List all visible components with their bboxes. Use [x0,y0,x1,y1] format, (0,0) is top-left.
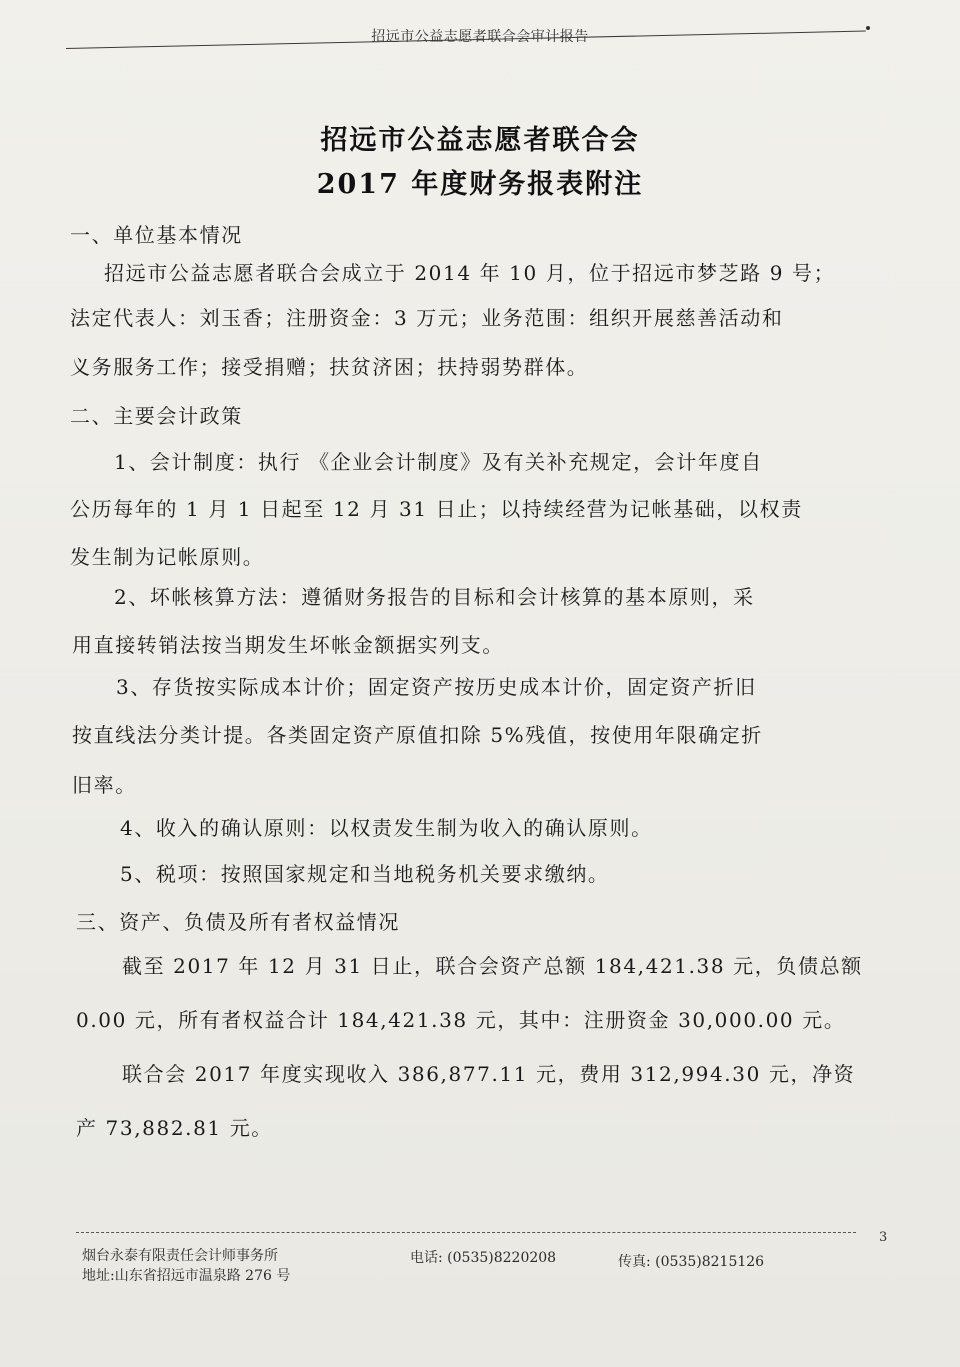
section-1-line-3: 义务服务工作；接受捐赠；扶贫济困；扶持弱势群体。 [70,355,589,379]
footer-rule [76,1232,856,1233]
section-3-line-2: 0.00 元，所有者权益合计 184,421.38 元，其中：注册资金 30,000.00 元。 [76,1008,846,1032]
page-number: 3 [879,1230,888,1245]
section-2-line-7: 按直线法分类计提。各类固定资产原值扣除 5%残值，按使用年限确定折 [72,723,763,747]
header-mark [866,26,870,30]
section-1-heading: 一、单位基本情况 [70,223,243,247]
section-3-line-4: 产 73,882.81 元。 [76,1116,273,1140]
section-3-line-3: 联合会 2017 年度实现收入 386,877.11 元，费用 312,994.30 元，净资 [122,1062,856,1086]
section-3-line-1: 截至 2017 年 12 月 31 日止，联合会资产总额 184,421.38 元，负债总额 [122,954,863,978]
section-2-line-10: 5、税项：按照国家规定和当地税务机关要求缴纳。 [120,862,610,886]
section-2-line-6: 3、存货按实际成本计价；固定资产按历史成本计价，固定资产折旧 [116,675,757,699]
document-title-line-2: 2017 年度财务报表附注 [316,169,644,200]
section-2-line-2: 公历每年的 1 月 1 日起至 12 月 31 日止；以持续经营为记帐基础，以权责 [70,497,803,521]
footer-firm-name: 烟台永泰有限责任会计师事务所 [82,1248,278,1264]
footer-phone: 电话: (0535)8220208 [410,1250,557,1266]
section-2-heading: 二、主要会计政策 [70,404,243,428]
section-2-line-1: 1、会计制度：执行 《企业会计制度》及有关补充规定，会计年度自 [114,450,763,474]
section-2-line-5: 用直接转销法按当期发生坏帐金额据实列支。 [72,633,504,657]
section-2-line-8: 旧率。 [72,773,137,797]
footer-fax: 传真: (0535)8215126 [618,1254,765,1270]
section-2-line-3: 发生制为记帐原则。 [70,545,265,569]
section-1-line-1: 招远市公益志愿者联合会成立于 2014 年 10 月，位于招远市梦芝路 9 号； [104,261,836,285]
section-3-heading: 三、资产、负债及所有者权益情况 [76,910,400,934]
document-title-line-1: 招远市公益志愿者联合会 [320,125,640,156]
section-2-line-9: 4、收入的确认原则：以权责发生制为收入的确认原则。 [120,816,653,840]
running-header-title: 招远市公益志愿者联合会审计报告 [371,29,589,45]
footer-address: 地址:山东省招远市温泉路 276 号 [82,1268,291,1284]
section-1-line-2: 法定代表人：刘玉香；注册资金：3 万元；业务范围：组织开展慈善活动和 [70,306,784,330]
section-2-line-4: 2、坏帐核算方法：遵循财务报告的目标和会计核算的基本原则，采 [114,585,755,609]
